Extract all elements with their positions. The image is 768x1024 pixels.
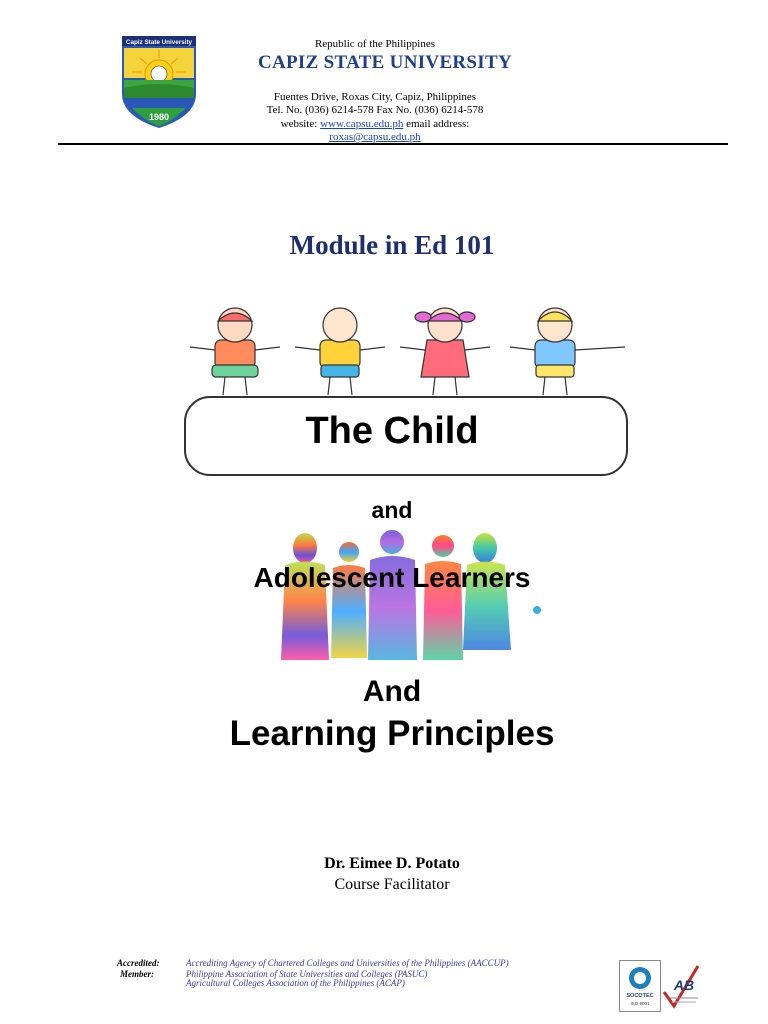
logo-text: Capiz State University bbox=[125, 39, 193, 46]
phone-text: Tel. No. (036) 6214-578 Fax No. (036) 6214-578 bbox=[266, 104, 484, 116]
email-link[interactable]: roxas@capsu.edu.ph bbox=[329, 131, 421, 143]
university-name: CAPIZ STATE UNIVERSITY bbox=[257, 52, 512, 73]
member-label: Member: bbox=[120, 969, 154, 979]
university-logo bbox=[120, 36, 198, 128]
socotec-cert-logo bbox=[619, 960, 661, 1012]
acap-text: Agricultural Colleges Association of the Philippines (ACAP) bbox=[186, 978, 405, 988]
cert2-text: AB bbox=[673, 977, 695, 993]
cover-title: The Child bbox=[305, 410, 479, 452]
cert1-text: SOCOTEC bbox=[626, 993, 654, 999]
website-link[interactable]: www.capsu.edu.ph bbox=[320, 118, 404, 130]
accredited-label: Accredited: bbox=[117, 958, 160, 968]
cover-and-2: And bbox=[362, 675, 422, 708]
member-text: Philippine Association of State Universities and Colleges (PASUC) bbox=[186, 969, 428, 979]
cert1-sub: ISO 9001 bbox=[630, 1001, 650, 1006]
cover-adolescent-learners: Adolescent Learners bbox=[253, 562, 531, 593]
logo-year: 1980 bbox=[148, 112, 170, 122]
republic-text: Republic of the Philippines bbox=[314, 38, 436, 50]
ab-cert-logo bbox=[660, 962, 702, 1010]
children-illustration bbox=[185, 305, 635, 400]
header-divider bbox=[58, 143, 728, 145]
author-name: Dr. Eimee D. Potato bbox=[324, 855, 460, 872]
people-silhouettes bbox=[255, 530, 545, 665]
cover-and-1: and bbox=[371, 497, 413, 523]
cover-learning-principles: Learning Principles bbox=[229, 714, 555, 753]
email-label: email address: bbox=[406, 118, 470, 130]
module-title: Module in Ed 101 bbox=[289, 230, 495, 260]
website-label: website: bbox=[280, 118, 318, 130]
website-line bbox=[200, 118, 550, 131]
author-role: Course Facilitator bbox=[334, 876, 450, 893]
address-text: Fuentes Drive, Roxas City, Capiz, Philippines bbox=[273, 91, 477, 103]
accredited-text: Accrediting Agency of Chartered Colleges and Universities of the Philippines (AACCUP) bbox=[186, 958, 509, 968]
